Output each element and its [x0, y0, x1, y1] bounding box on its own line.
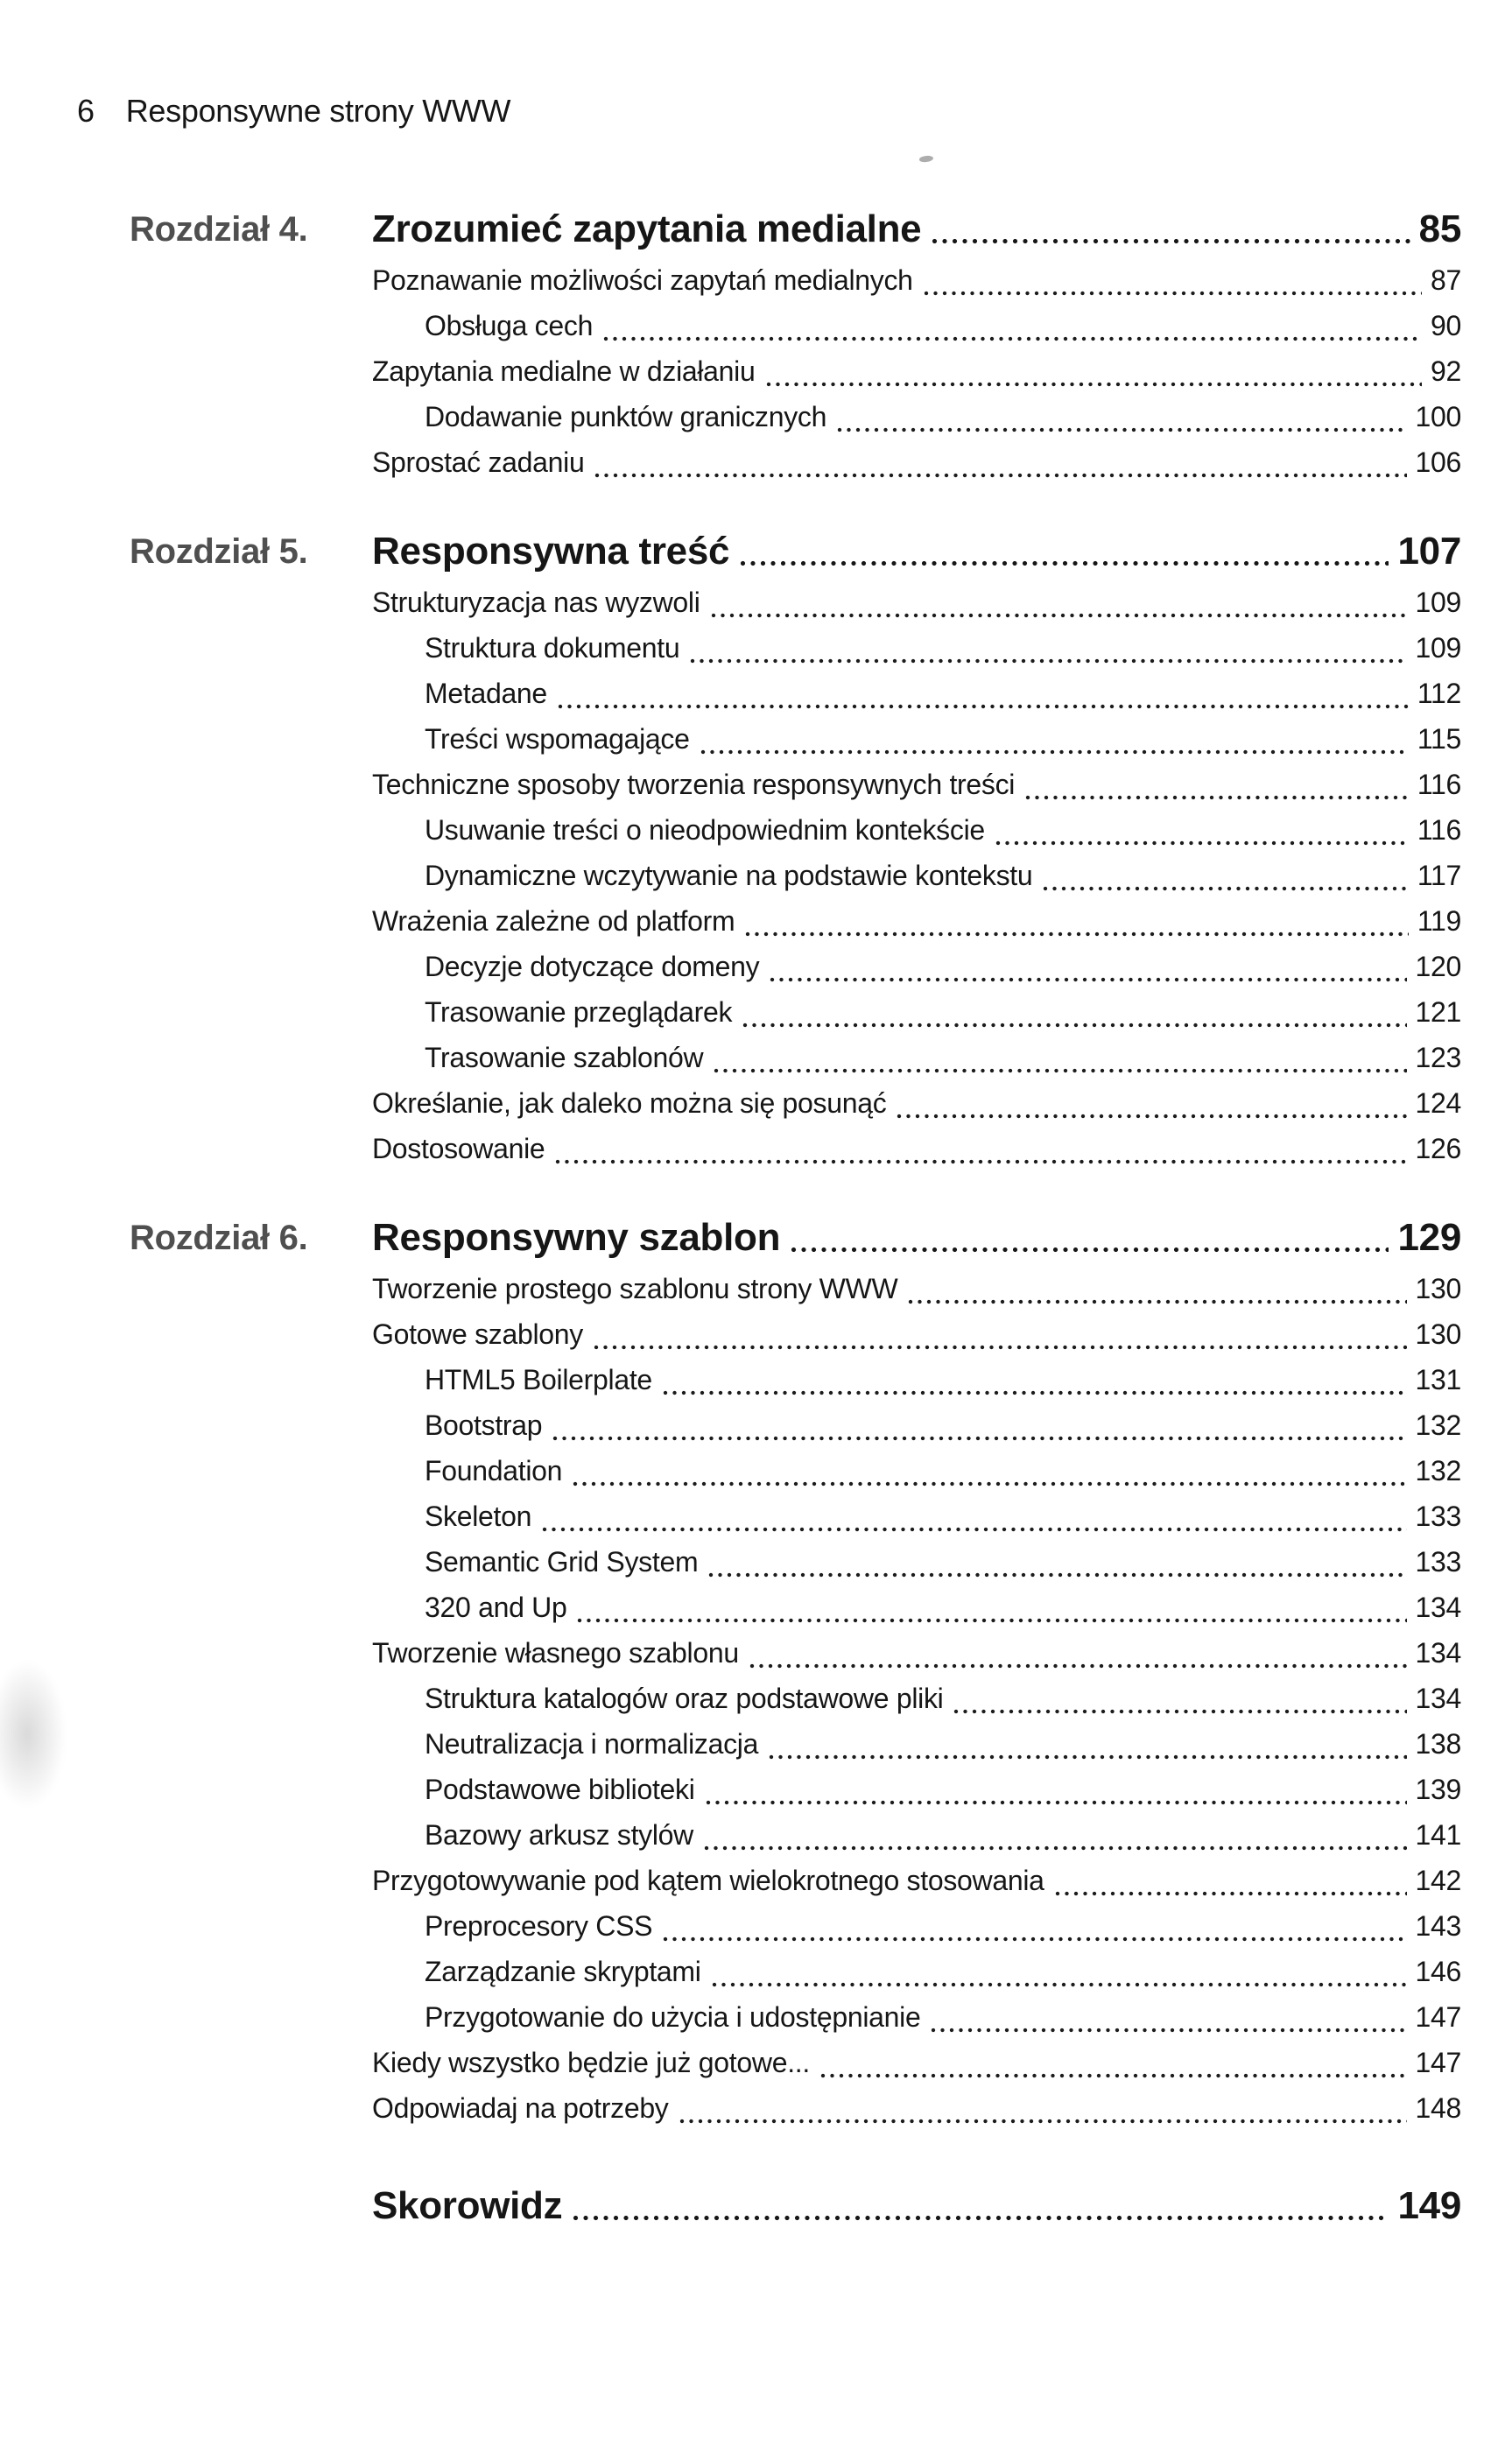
toc-entry-row	[372, 1858, 1461, 1903]
entry-title: Gotowe szablony	[372, 1318, 583, 1350]
entry-title: Trasowanie przeglądarek	[425, 996, 733, 1028]
dot-leader	[573, 1481, 1406, 1487]
chapter-label: Rozdział 4.	[130, 210, 308, 249]
chapter-entries	[372, 580, 1461, 1171]
dot-leader	[577, 1618, 1406, 1623]
chapter-title: Responsywna treść	[372, 530, 730, 573]
dot-leader	[897, 1114, 1406, 1119]
toc-chapter	[130, 1213, 1461, 2131]
toc-entry-row	[372, 989, 1461, 1035]
chapter-label: Rozdział 6.	[130, 1219, 308, 1257]
dot-leader	[995, 840, 1409, 846]
dot-leader	[679, 2119, 1407, 2124]
dot-leader	[770, 977, 1406, 982]
entry-page-number: 106	[1415, 446, 1461, 478]
entry-title: Odpowiadaj na potrzeby	[372, 2092, 669, 2124]
toc-entry-row	[372, 1949, 1461, 1994]
entry-title: Kiedy wszystko będzie już gotowe...	[372, 2047, 810, 2078]
entry-page-number: 117	[1417, 860, 1461, 891]
entry-title: Zapytania medialne w działaniu	[372, 355, 756, 387]
toc-entry-row	[372, 898, 1461, 944]
toc-entry-row	[372, 853, 1461, 898]
dot-leader	[594, 473, 1406, 478]
chapter-page-number: 107	[1397, 530, 1461, 573]
dot-leader	[766, 382, 1423, 387]
dot-leader	[712, 1982, 1407, 1987]
entry-page-number: 130	[1415, 1273, 1461, 1304]
entry-title: Techniczne sposoby tworzenia responsywnych treści	[372, 769, 1016, 800]
toc-entry-row	[372, 257, 1461, 303]
entry-title: Obsługa cech	[425, 310, 594, 341]
toc-entry-row	[372, 1812, 1461, 1858]
toc-entry-row	[372, 1721, 1461, 1767]
entry-title: Zarządzanie skryptami	[425, 1956, 701, 1987]
entry-page-number: 119	[1417, 905, 1461, 937]
dot-leader	[745, 931, 1409, 937]
toc-entry-row	[372, 439, 1461, 485]
chapter-label: Rozdział 5.	[130, 532, 308, 571]
entry-title: Trasowanie szablonów	[425, 1042, 704, 1073]
entry-title: Struktura katalogów oraz podstawowe pliki	[425, 1683, 944, 1714]
dot-leader	[837, 427, 1406, 432]
toc-entry-row	[372, 1080, 1461, 1126]
toc-chapter	[130, 205, 1461, 485]
entry-title: Bootstrap	[425, 1409, 543, 1441]
entry-title: Metadane	[425, 678, 547, 709]
entry-page-number: 121	[1415, 996, 1461, 1028]
dot-leader	[740, 560, 1389, 566]
entry-page-number: 142	[1415, 1865, 1461, 1896]
toc-entry-row	[372, 1494, 1461, 1539]
toc-entry-row	[372, 580, 1461, 625]
toc-entry-row	[372, 1767, 1461, 1812]
toc-chapter-row	[130, 527, 1461, 576]
dot-leader	[552, 1436, 1406, 1441]
toc-entry-row	[372, 1585, 1461, 1630]
dot-leader	[603, 336, 1422, 341]
entry-title: Skeleton	[425, 1501, 532, 1532]
entry-title: Poznawanie możliwości zapytań medialnych	[372, 264, 913, 296]
entry-page-number: 131	[1415, 1364, 1461, 1395]
entry-page-number: 130	[1415, 1318, 1461, 1350]
toc-entry-row	[372, 1402, 1461, 1448]
dot-leader	[932, 238, 1410, 244]
dot-leader	[663, 1936, 1406, 1942]
entry-page-number: 92	[1431, 355, 1461, 387]
chapter-title: Responsywny szablon	[372, 1216, 781, 1259]
dot-leader	[704, 1845, 1407, 1851]
entry-title: Sprostać zadaniu	[372, 446, 585, 478]
dot-leader	[573, 2215, 1389, 2221]
entry-page-number: 116	[1417, 769, 1461, 800]
page-header	[77, 93, 1512, 130]
entry-title: Struktura dokumentu	[425, 632, 680, 664]
chapter-page-number: 129	[1397, 1216, 1461, 1259]
entry-page-number: 132	[1415, 1455, 1461, 1487]
entry-page-number: 109	[1415, 632, 1461, 664]
toc-entry-row	[372, 625, 1461, 671]
dot-leader	[820, 2073, 1407, 2078]
entry-title: Strukturyzacja nas wyzwoli	[372, 587, 700, 618]
entry-title: Bazowy arkusz stylów	[425, 1819, 693, 1851]
dot-leader	[714, 1068, 1406, 1073]
toc-chapter	[130, 527, 1461, 1171]
dot-leader	[708, 1572, 1406, 1578]
dot-leader	[690, 658, 1406, 664]
chapter-title: Zrozumieć zapytania medialne	[372, 207, 922, 250]
toc-entry-row	[372, 1994, 1461, 2040]
entry-title: Dostosowanie	[372, 1133, 545, 1164]
toc-entry-row	[372, 762, 1461, 807]
entry-title: Dynamiczne wczytywanie na podstawie kontekstu	[425, 860, 1033, 891]
toc-entry-row	[372, 716, 1461, 762]
entry-title: HTML5 Boilerplate	[425, 1364, 652, 1395]
index-title: Skorowidz	[372, 2184, 563, 2227]
dot-leader	[742, 1023, 1406, 1028]
dot-leader	[924, 291, 1422, 296]
toc-entry-row	[372, 671, 1461, 716]
entry-title: Usuwanie treści o nieodpowiednim kontekście	[425, 814, 985, 846]
entry-page-number: 148	[1415, 2092, 1461, 2124]
entry-page-number: 143	[1415, 1910, 1461, 1942]
entry-page-number: 139	[1415, 1774, 1461, 1805]
entry-page-number: 146	[1415, 1956, 1461, 1987]
entry-title: Neutralizacja i normalizacja	[425, 1728, 759, 1760]
dot-leader	[953, 1709, 1406, 1714]
toc-entry-row	[372, 303, 1461, 348]
entry-page-number: 126	[1415, 1133, 1461, 1164]
entry-page-number: 112	[1417, 678, 1461, 709]
entry-page-number: 134	[1415, 1592, 1461, 1623]
entry-title: Tworzenie własnego szablonu	[372, 1637, 739, 1669]
dot-leader	[908, 1299, 1406, 1304]
entry-title: Wrażenia zależne od platform	[372, 905, 735, 937]
toc-entry-row	[372, 1126, 1461, 1171]
entry-page-number: 100	[1415, 401, 1461, 432]
dot-leader	[706, 1800, 1407, 1805]
toc-entry-row	[372, 394, 1461, 439]
dot-leader	[791, 1247, 1389, 1253]
toc-chapter-row	[130, 1213, 1461, 1262]
book-page	[0, 93, 1512, 2460]
entry-title: Preprocesory CSS	[425, 1910, 653, 1942]
entry-page-number: 134	[1415, 1637, 1461, 1669]
entry-title: Decyzje dotyczące domeny	[425, 951, 760, 982]
toc-entry-row	[372, 1630, 1461, 1676]
page-number: 6	[77, 93, 95, 129]
toc-entry-row	[372, 1448, 1461, 1494]
entry-title: Przygotowywanie pod kątem wielokrotnego stosowania	[372, 1865, 1044, 1896]
scan-artifact	[919, 155, 934, 163]
toc-entry-row	[372, 2040, 1461, 2085]
entry-page-number: 90	[1431, 310, 1461, 341]
entry-page-number: 147	[1415, 2047, 1461, 2078]
toc-entry-row	[372, 1903, 1461, 1949]
entry-page-number: 124	[1415, 1087, 1461, 1119]
entry-page-number: 147	[1415, 2001, 1461, 2033]
entry-page-number: 109	[1415, 587, 1461, 618]
entry-title: 320 and Up	[425, 1592, 567, 1623]
dot-leader	[542, 1527, 1406, 1532]
toc-entry-row	[372, 1357, 1461, 1402]
index-page-number: 149	[1397, 2184, 1461, 2227]
dot-leader	[700, 749, 1409, 755]
entry-page-number: 132	[1415, 1409, 1461, 1441]
dot-leader	[555, 1159, 1406, 1164]
entry-title: Podstawowe biblioteki	[425, 1774, 695, 1805]
entry-page-number: 134	[1415, 1683, 1461, 1714]
toc-chapter-row	[130, 205, 1461, 254]
chapter-page-number: 85	[1418, 207, 1461, 250]
entry-page-number: 116	[1417, 814, 1461, 846]
dot-leader	[749, 1663, 1407, 1669]
dot-leader	[711, 613, 1407, 618]
entry-page-number: 115	[1417, 723, 1461, 755]
entry-title: Semantic Grid System	[425, 1546, 699, 1578]
chapter-entries	[372, 1266, 1461, 2131]
toc-list	[130, 205, 1461, 2131]
entry-page-number: 133	[1415, 1546, 1461, 1578]
dot-leader	[1025, 795, 1409, 800]
toc	[130, 205, 1461, 2231]
toc-entry-row	[372, 1539, 1461, 1585]
dot-leader	[1055, 1891, 1407, 1896]
toc-entry-row	[372, 1266, 1461, 1311]
scan-artifact	[0, 1660, 67, 1809]
entry-title: Przygotowanie do użycia i udostępnianie	[425, 2001, 921, 2033]
entry-page-number: 87	[1431, 264, 1461, 296]
chapter-entries	[372, 257, 1461, 485]
entry-page-number: 120	[1415, 951, 1461, 982]
entry-title: Treści wspomagające	[425, 723, 690, 755]
entry-page-number: 123	[1415, 1042, 1461, 1073]
entry-title: Foundation	[425, 1455, 563, 1487]
toc-entry-row	[372, 348, 1461, 394]
toc-index-row	[130, 2182, 1461, 2231]
entry-title: Dodawanie punktów granicznych	[425, 401, 827, 432]
dot-leader	[663, 1390, 1407, 1395]
toc-entry-row	[372, 1035, 1461, 1080]
entry-page-number: 138	[1415, 1728, 1461, 1760]
toc-entry-row	[372, 807, 1461, 853]
entry-title: Określanie, jak daleko można się posunąć	[372, 1087, 887, 1119]
dot-leader	[558, 704, 1409, 709]
entry-title: Tworzenie prostego szablonu strony WWW	[372, 1273, 898, 1304]
toc-entry-row	[372, 1311, 1461, 1357]
book-title: Responsywne strony WWW	[125, 93, 511, 129]
entry-page-number: 133	[1415, 1501, 1461, 1532]
dot-leader	[594, 1345, 1407, 1350]
toc-entry-row	[372, 2085, 1461, 2131]
toc-entry-row	[372, 944, 1461, 989]
dot-leader	[769, 1754, 1406, 1760]
toc-entry-row	[372, 1676, 1461, 1721]
dot-leader	[931, 2028, 1406, 2033]
entry-page-number: 141	[1415, 1819, 1461, 1851]
dot-leader	[1043, 886, 1408, 891]
